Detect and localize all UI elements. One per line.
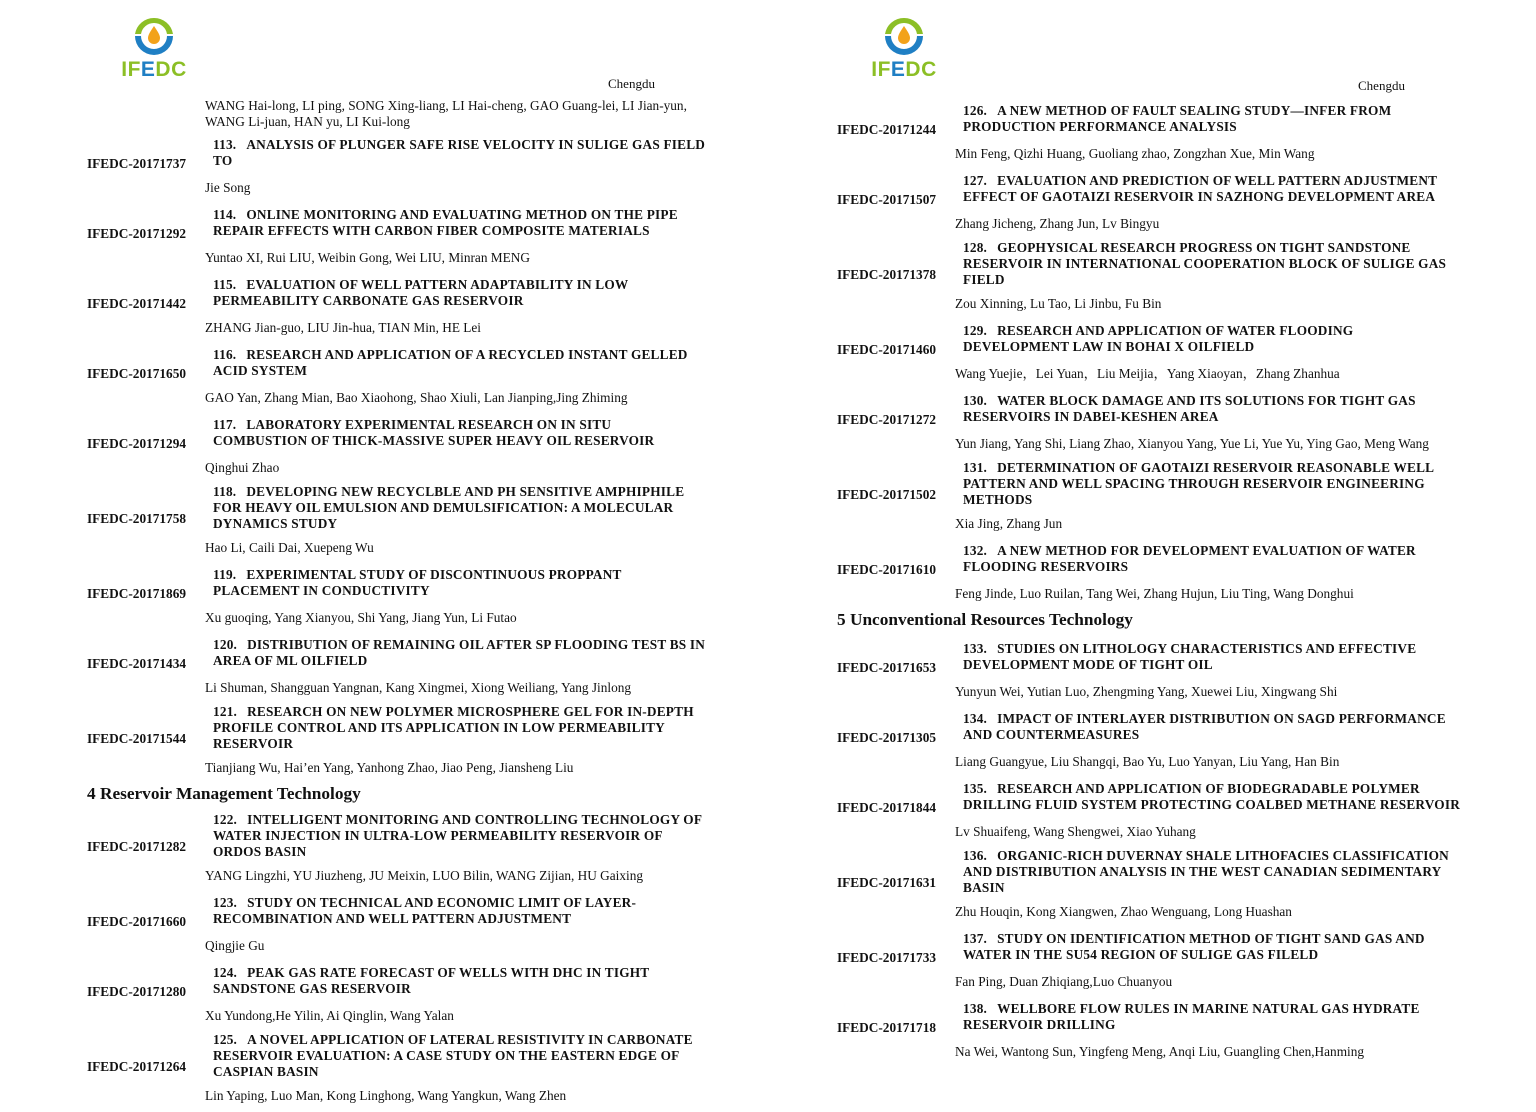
- paper-code: IFEDC-20171758: [87, 511, 186, 526]
- paper-title-text: IMPACT OF INTERLAYER DISTRIBUTION ON SAGD PERFORMANCE AND COUNTERMEASURES: [963, 711, 1446, 742]
- paper-entry: [837, 100, 1462, 138]
- paper-code: IFEDC-20171244: [837, 122, 936, 137]
- paper-title-text: RESEARCH AND APPLICATION OF BIODEGRADABLE POLYMER DRILLING FLUID SYSTEM PROTECTING COALBED METHANE RESERVOIR: [963, 781, 1461, 812]
- paper-title-text: DETERMINATION OF GAOTAIZI RESERVOIR REASONABLE WELL PATTERN AND WELL SPACING THROUGH RESERVOIR ENGINEERING METHODS: [963, 460, 1434, 507]
- entry-authors: YANG Lingzhi, YU Jiuzheng, JU Meixin, LUO Bilin, WANG Zijian, HU Gaixing: [205, 868, 644, 883]
- paper-entry: [837, 638, 1462, 676]
- paper-entry: [87, 564, 707, 602]
- paper-number: 128.: [963, 240, 988, 255]
- paper-entry: [837, 928, 1462, 966]
- entry-authors: Xu Yundong,He Yilin, Ai Qinglin, Wang Yalan: [205, 1008, 454, 1023]
- entry-authors: Li Shuman, Shangguan Yangnan, Kang Xingmei, Xiong Weiliang, Yang Jinlong: [205, 680, 632, 695]
- paper-code: IFEDC-20171502: [837, 487, 936, 502]
- paper-entry: [87, 204, 707, 242]
- ifedc-logo: [114, 14, 194, 80]
- paper-code: IFEDC-20171844: [837, 800, 936, 815]
- paper-code: IFEDC-20171733: [837, 950, 936, 965]
- paper-entry: [837, 778, 1462, 816]
- paper-number: 124.: [213, 965, 238, 980]
- paper-entry: [837, 540, 1462, 578]
- paper-number: 133.: [963, 641, 988, 656]
- paper-number: 113.: [213, 137, 237, 152]
- paper-title: [963, 848, 1462, 896]
- paper-code: IFEDC-20171653: [837, 660, 936, 675]
- paper-number: 115.: [213, 277, 237, 292]
- paper-title-text: RESEARCH AND APPLICATION OF WATER FLOODING DEVELOPMENT LAW IN BOHAI X OILFIELD: [963, 323, 1354, 354]
- paper-title: [963, 781, 1462, 813]
- paper-title: [213, 484, 707, 532]
- paper-number: 130.: [963, 393, 988, 408]
- paper-entry: [87, 634, 707, 672]
- paper-number: 134.: [963, 711, 988, 726]
- paper-number: 121.: [213, 704, 238, 719]
- paper-title-text: DISTRIBUTION OF REMAINING OIL AFTER SP FLOODING TEST BS IN AREA OF ML OILFIELD: [213, 637, 706, 668]
- paper-title: [963, 240, 1462, 288]
- paper-code: IFEDC-20171282: [87, 839, 186, 854]
- paper-title-text: EXPERIMENTAL STUDY OF DISCONTINUOUS PROPPANT PLACEMENT IN CONDUCTIVITY: [213, 567, 622, 598]
- entry-authors: Qingjie Gu: [205, 938, 265, 953]
- paper-title-text: A NOVEL APPLICATION OF LATERAL RESISTIVITY IN CARBONATE RESERVOIR EVALUATION: A CASE STUDY ON THE EASTERN EDGE OF CASPIAN BASIN: [213, 1032, 693, 1079]
- right-page: [768, 0, 1536, 1112]
- entry-authors: Yuntao XI, Rui LIU, Weibin Gong, Wei LIU, Minran MENG: [205, 250, 530, 265]
- paper-title-text: STUDY ON TECHNICAL AND ECONOMIC LIMIT OF LAYER-RECOMBINATION AND WELL PATTERN ADJUSTMENT: [213, 895, 637, 926]
- entry-authors: Liang Guangyue, Liu Shangqi, Bao Yu, Luo Yanyan, Liu Yang, Han Bin: [955, 754, 1340, 769]
- paper-code: IFEDC-20171460: [837, 342, 936, 357]
- logo-emblem-icon: [130, 14, 178, 58]
- paper-entry: [87, 892, 707, 930]
- paper-title: [963, 1001, 1462, 1033]
- entry-authors: Zhu Houqin, Kong Xiangwen, Zhao Wenguang, Long Huashan: [955, 904, 1292, 919]
- paper-title-text: LABORATORY EXPERIMENTAL RESEARCH ON IN SITU COMBUSTION OF THICK-MASSIVE SUPER HEAVY OIL RESERVOIR: [213, 417, 655, 448]
- paper-title: [963, 711, 1462, 743]
- paper-code: IFEDC-20171378: [837, 267, 936, 282]
- entry-authors: Zhang Jicheng, Zhang Jun, Lv Bingyu: [955, 216, 1160, 231]
- paper-code: IFEDC-20171544: [87, 731, 186, 746]
- paper-number: 129.: [963, 323, 988, 338]
- paper-title: [963, 641, 1462, 673]
- paper-title-text: EVALUATION OF WELL PATTERN ADAPTABILITY IN LOW PERMEABILITY CARBONATE GAS RESERVOIR: [213, 277, 629, 308]
- entry-list: [87, 134, 707, 1104]
- entry-authors: ZHANG Jian-guo, LIU Jin-hua, TIAN Min, HE Lei: [205, 320, 481, 335]
- entry-authors: Fan Ping, Duan Zhiqiang,Luo Chuanyou: [955, 974, 1173, 989]
- paper-number: 135.: [963, 781, 988, 796]
- paper-code: IFEDC-20171294: [87, 436, 186, 451]
- section-heading: 5 Unconventional Resources Technology: [837, 610, 1133, 629]
- ifedc-logo: [864, 14, 944, 80]
- paper-number: 136.: [963, 848, 988, 863]
- paper-number: 120.: [213, 637, 238, 652]
- paper-number: 137.: [963, 931, 988, 946]
- paper-number: 127.: [963, 173, 988, 188]
- paper-title-text: WELLBORE FLOW RULES IN MARINE NATURAL GAS HYDRATE RESERVOIR DRILLING: [963, 1001, 1420, 1032]
- paper-entry: [837, 170, 1462, 208]
- paper-code: IFEDC-20171442: [87, 296, 186, 311]
- paper-title: [213, 637, 707, 669]
- paper-code: IFEDC-20171280: [87, 984, 186, 999]
- paper-entry: [837, 848, 1462, 896]
- entry-authors: Xia Jing, Zhang Jun: [955, 516, 1063, 531]
- paper-entry: [87, 414, 707, 452]
- paper-number: 119.: [213, 567, 237, 582]
- paper-code: IFEDC-20171737: [87, 156, 186, 171]
- left-content: [87, 98, 707, 1112]
- city-label: Chengdu: [608, 76, 655, 91]
- paper-entry: [837, 320, 1462, 358]
- paper-number: 122.: [213, 812, 238, 827]
- entry-authors: Wang Yuejie，Lei Yuan，Liu Meijia，Yang Xiaoyan，Zhang Zhanhua: [955, 366, 1340, 381]
- paper-title-text: INTELLIGENT MONITORING AND CONTROLLING TECHNOLOGY OF WATER INJECTION IN ULTRA-LOW PERMEABILITY RESERVOIR OF ORDOS BASIN: [213, 812, 702, 859]
- logo-wordmark: IFEDC: [121, 58, 187, 81]
- paper-title-text: ORGANIC-RICH DUVERNAY SHALE LITHOFACIES CLASSIFICATION AND DISTRIBUTION ANALYSIS IN THE WEST CANADIAN SEDIMENTARY BASIN: [963, 848, 1449, 895]
- entry-authors: Yun Jiang, Yang Shi, Liang Zhao, Xianyou Yang, Yue Li, Yue Yu, Ying Gao, Meng Wang: [955, 436, 1429, 451]
- entry-list: [837, 100, 1462, 1060]
- paper-title-text: EVALUATION AND PREDICTION OF WELL PATTERN ADJUSTMENT EFFECT OF GAOTAIZI RESERVOIR IN SAZHONG DEVELOPMENT AREA: [963, 173, 1437, 204]
- paper-code: IFEDC-20171631: [837, 875, 936, 890]
- paper-code: IFEDC-20171869: [87, 586, 186, 601]
- paper-title: [213, 277, 707, 309]
- entry-authors: Xu guoqing, Yang Xianyou, Shi Yang, Jiang Yun, Li Futao: [205, 610, 517, 625]
- paper-title: [963, 173, 1462, 205]
- paper-entry: [87, 484, 707, 532]
- paper-title-text: WATER BLOCK DAMAGE AND ITS SOLUTIONS FOR TIGHT GAS RESERVOIRS IN DABEI-KESHEN AREA: [963, 393, 1416, 424]
- paper-title-text: STUDIES ON LITHOLOGY CHARACTERISTICS AND EFFECTIVE DEVELOPMENT MODE OF TIGHT OIL: [963, 641, 1417, 672]
- paper-title: [963, 393, 1462, 425]
- paper-entry: [87, 344, 707, 382]
- right-content: [837, 98, 1462, 1068]
- paper-entry: [837, 460, 1462, 508]
- logo-emblem-icon: [880, 14, 928, 58]
- paper-title-text: A NEW METHOD FOR DEVELOPMENT EVALUATION OF WATER FLOODING RESERVOIRS: [963, 543, 1416, 574]
- entry-authors: GAO Yan, Zhang Mian, Bao Xiaohong, Shao Xiuli, Lan Jianping,Jing Zhiming: [205, 390, 628, 405]
- paper-number: 126.: [963, 103, 988, 118]
- paper-number: 114.: [213, 207, 237, 222]
- entry-authors: WANG Hai-long, LI ping, SONG Xing-liang, LI Hai-cheng, GAO Guang-lei, LI Jian-yun, WANG Li-juan, HAN yu, LI Kui-long: [205, 98, 687, 129]
- paper-title-text: DEVELOPING NEW RECYCLBLE AND PH SENSITIVE AMPHIPHILE FOR HEAVY OIL EMULSION AND DEMULSIFICATION: A MOLECULAR DYNAMICS STUDY: [213, 484, 685, 531]
- paper-code: IFEDC-20171610: [837, 562, 936, 577]
- section-heading: 4 Reservoir Management Technology: [87, 784, 361, 803]
- paper-title: [213, 417, 707, 449]
- paper-title: [963, 103, 1462, 135]
- paper-title-text: GEOPHYSICAL RESEARCH PROGRESS ON TIGHT SANDSTONE RESERVOIR IN INTERNATIONAL COOPERATION BLOCK OF SULIGE GAS FIELD: [963, 240, 1447, 287]
- paper-title: [963, 460, 1462, 508]
- paper-code: IFEDC-20171264: [87, 1059, 186, 1074]
- paper-entry: [837, 240, 1462, 288]
- paper-entry: [837, 998, 1462, 1036]
- paper-code: IFEDC-20171718: [837, 1020, 936, 1035]
- paper-code: IFEDC-20171507: [837, 192, 936, 207]
- paper-code: IFEDC-20171292: [87, 226, 186, 241]
- paper-title: [213, 1032, 707, 1080]
- paper-title: [213, 347, 707, 379]
- paper-title: [213, 704, 707, 752]
- city-label: Chengdu: [1358, 78, 1405, 93]
- paper-number: 132.: [963, 543, 988, 558]
- paper-number: 138.: [963, 1001, 988, 1016]
- paper-number: 125.: [213, 1032, 238, 1047]
- entry-authors: Zou Xinning, Lu Tao, Li Jinbu, Fu Bin: [955, 296, 1162, 311]
- paper-code: IFEDC-20171650: [87, 366, 186, 381]
- logo-wordmark: IFEDC: [871, 58, 937, 81]
- paper-title-text: PEAK GAS RATE FORECAST OF WELLS WITH DHC IN TIGHT SANDSTONE GAS RESERVOIR: [213, 965, 650, 996]
- entry-authors: Lv Shuaifeng, Wang Shengwei, Xiao Yuhang: [955, 824, 1196, 839]
- paper-number: 118.: [213, 484, 237, 499]
- paper-title: [963, 543, 1462, 575]
- entry-authors: Jie Song: [205, 180, 251, 195]
- paper-number: 123.: [213, 895, 238, 910]
- paper-entry: [87, 704, 707, 752]
- paper-entry: [837, 390, 1462, 428]
- paper-title: [213, 812, 707, 860]
- paper-title-text: RESEARCH AND APPLICATION OF A RECYCLED INSTANT GELLED ACID SYSTEM: [213, 347, 688, 378]
- paper-title-text: A NEW METHOD OF FAULT SEALING STUDY—INFER FROM PRODUCTION PERFORMANCE ANALYSIS: [963, 103, 1392, 134]
- paper-number: 117.: [213, 417, 237, 432]
- entry-authors: Yunyun Wei, Yutian Luo, Zhengming Yang, Xuewei Liu, Xingwang Shi: [955, 684, 1338, 699]
- paper-title: [213, 895, 707, 927]
- paper-code: IFEDC-20171434: [87, 656, 186, 671]
- paper-title-text: STUDY ON IDENTIFICATION METHOD OF TIGHT SAND GAS AND WATER IN THE SU54 REGION OF SULIGE GAS FILELD: [963, 931, 1425, 962]
- paper-code: IFEDC-20171272: [837, 412, 936, 427]
- paper-title: [963, 323, 1462, 355]
- paper-entry: [87, 962, 707, 1000]
- entry-authors: Min Feng, Qizhi Huang, Guoliang zhao, Zongzhan Xue, Min Wang: [955, 146, 1315, 161]
- paper-entry: [837, 708, 1462, 746]
- entry-authors: Hao Li, Caili Dai, Xuepeng Wu: [205, 540, 374, 555]
- entry-authors: Tianjiang Wu, Hai’en Yang, Yanhong Zhao, Jiao Peng, Jiansheng Liu: [205, 760, 574, 775]
- paper-entry: [87, 134, 707, 172]
- paper-entry: [87, 812, 707, 860]
- paper-title: [213, 965, 707, 997]
- paper-code: IFEDC-20171305: [837, 730, 936, 745]
- paper-title-text: ONLINE MONITORING AND EVALUATING METHOD ON THE PIPE REPAIR EFFECTS WITH CARBON FIBER COMPOSITE MATERIALS: [213, 207, 678, 238]
- entry-authors: Qinghui Zhao: [205, 460, 280, 475]
- paper-title: [213, 567, 707, 599]
- paper-entry: [87, 1032, 707, 1080]
- entry-authors: Na Wei, Wantong Sun, Yingfeng Meng, Anqi Liu, Guangling Chen,Hanming: [955, 1044, 1365, 1059]
- paper-title-text: RESEARCH ON NEW POLYMER MICROSPHERE GEL FOR IN-DEPTH PROFILE CONTROL AND ITS APPLICATION IN LOW PERMEABILITY RESERVOIR: [213, 704, 694, 751]
- paper-code: IFEDC-20171660: [87, 914, 186, 929]
- paper-title: [963, 931, 1462, 963]
- entry-authors: Feng Jinde, Luo Ruilan, Tang Wei, Zhang Hujun, Liu Ting, Wang Donghui: [955, 586, 1354, 601]
- paper-title: [213, 207, 707, 239]
- paper-number: 116.: [213, 347, 237, 362]
- paper-title-text: ANALYSIS OF PLUNGER SAFE RISE VELOCITY IN SULIGE GAS FIELD TO: [213, 137, 706, 168]
- paper-title: [213, 137, 707, 169]
- paper-number: 131.: [963, 460, 988, 475]
- entry-authors: Lin Yaping, Luo Man, Kong Linghong, Wang Yangkun, Wang Zhen: [205, 1088, 567, 1103]
- paper-entry: [87, 274, 707, 312]
